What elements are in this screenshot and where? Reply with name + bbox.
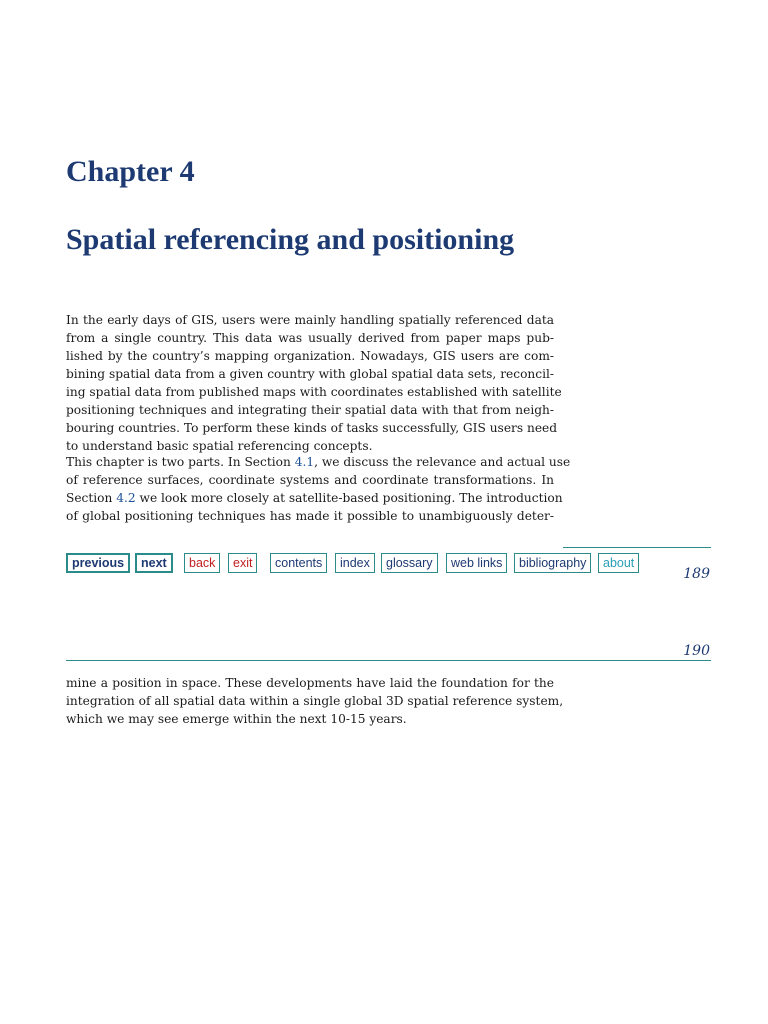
next-button[interactable]: next (135, 553, 173, 573)
chapter-label: Chapter 4 (66, 155, 195, 188)
text-line: ing spatial data from published maps with coordinates established with satellite (66, 385, 562, 399)
text-line: mine a position in space. These developments have laid the foundation for the (66, 676, 554, 690)
text-line: from a single country. This data was usually derived from paper maps pub- (66, 331, 554, 345)
intro-paragraph (66, 311, 562, 455)
text-line: lished by the country’s mapping organization. Nowadays, GIS users are com- (66, 349, 554, 363)
text-line: bouring countries. To perform these kinds of tasks successfully, GIS users need (66, 421, 558, 435)
bibliography-button[interactable]: bibliography (514, 553, 591, 573)
text-fragment: This chapter is two parts. In Section (66, 455, 295, 469)
contents-button[interactable]: contents (270, 553, 327, 573)
text-line: In the early days of GIS, users were mainly handling spatially referenced data (66, 313, 554, 327)
index-button[interactable]: index (335, 553, 375, 573)
page-number: 189 (683, 566, 710, 582)
overview-paragraph (66, 453, 571, 525)
text-line: which we may see emerge within the next 10-15 years. (66, 712, 407, 726)
text-fragment: we look more closely at satellite-based positioning. The introduction (135, 491, 563, 505)
back-button[interactable]: back (184, 553, 220, 573)
about-button[interactable]: about (598, 553, 639, 573)
glossary-button[interactable]: glossary (381, 553, 438, 573)
page-header-rule (66, 660, 711, 661)
text-fragment: Section (66, 491, 117, 505)
text-line: positioning techniques and integrating their spatial data with that from neigh- (66, 403, 554, 417)
page-number: 190 (683, 643, 710, 659)
text-line: of reference surfaces, coordinate systems and coordinate transformations. In (66, 473, 554, 487)
text-line (66, 489, 563, 507)
section-4-2-link[interactable]: 4.2 (116, 491, 136, 505)
chapter-title: Spatial referencing and positioning (66, 223, 515, 256)
text-line (66, 453, 571, 471)
text-fragment: , we discuss the relevance and actual use (314, 455, 571, 469)
text-line: of global positioning techniques has made it possible to unambiguously deter- (66, 509, 554, 523)
exit-button[interactable]: exit (228, 553, 257, 573)
web-links-button[interactable]: web links (446, 553, 507, 573)
page-divider (563, 547, 711, 548)
continuation-paragraph (66, 674, 564, 728)
text-line: integration of all spatial data within a single global 3D spatial reference system, (66, 694, 564, 708)
section-4-1-link[interactable]: 4.1 (294, 455, 315, 469)
text-line: to understand basic spatial referencing concepts. (66, 439, 373, 453)
text-line: bining spatial data from a given country with global spatial data sets, reconcil- (66, 367, 554, 381)
previous-button[interactable]: previous (66, 553, 130, 573)
